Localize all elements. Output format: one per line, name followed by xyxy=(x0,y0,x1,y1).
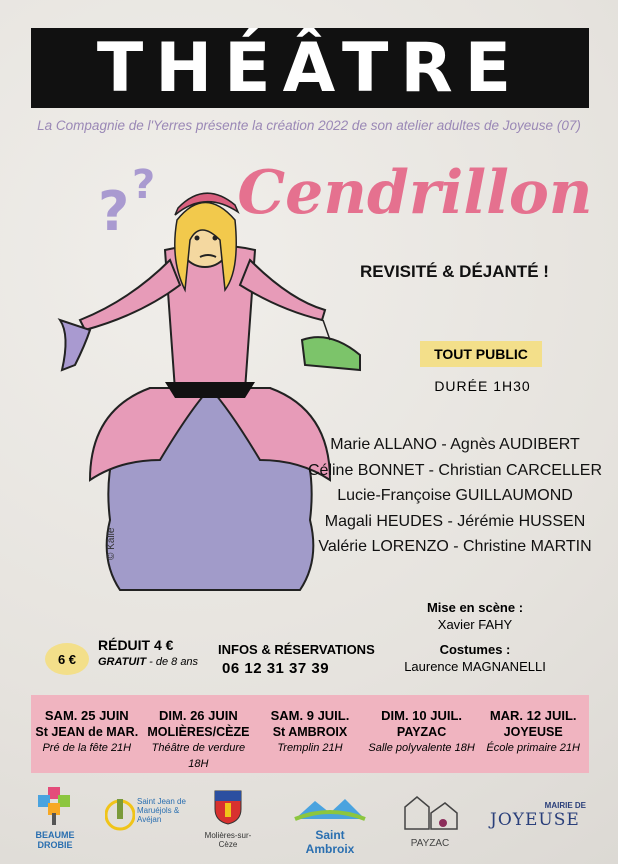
date-day: SAM. 25 JUIN xyxy=(44,708,129,723)
church-icon xyxy=(105,793,135,833)
date-item xyxy=(367,708,477,756)
tree-icon xyxy=(30,785,80,825)
free-entry-note xyxy=(98,656,198,668)
page-title: THÉÂTRE xyxy=(31,28,589,108)
date-day: DIM. 10 JUIL. xyxy=(381,708,463,723)
info-label: INFOS & RÉSERVATIONS xyxy=(218,642,375,657)
date-place: MOLIÈRES/CÈZE xyxy=(147,725,250,739)
costumes-name: Laurence MAGNANELLI xyxy=(404,659,546,674)
question-mark-icon: ? xyxy=(98,180,130,243)
date-place: JOYEUSE xyxy=(503,725,563,739)
reduced-price: RÉDUIT 4 € xyxy=(98,637,174,653)
date-place: St JEAN de MAR. xyxy=(35,725,139,739)
partner-logos xyxy=(20,785,598,855)
beaume-drobie-name: BEAUME DROBIE xyxy=(35,830,75,850)
saint-ambroix-logo xyxy=(290,795,370,856)
free-condition: - de 8 ans xyxy=(146,656,199,668)
molieres-logo xyxy=(198,789,258,849)
cast-line: Valérie LORENZO - Christine MARTIN xyxy=(318,538,592,555)
date-item xyxy=(478,708,588,756)
date-venue: Salle polyvalente 18H xyxy=(368,742,475,754)
free-label: GRATUIT xyxy=(98,656,147,668)
duration: DURÉE 1H30 xyxy=(434,378,531,394)
staging-name: Xavier FAHY xyxy=(437,617,513,632)
joyeuse-top: MAIRIE DE xyxy=(544,801,586,810)
landscape-icon xyxy=(290,795,370,823)
cast-line: Marie ALLANO - Agnès AUDIBERT xyxy=(330,436,580,453)
date-item xyxy=(32,708,142,756)
date-item xyxy=(143,708,253,772)
illustration-credit: © Kalie xyxy=(106,527,117,560)
show-title: Cendrillon xyxy=(237,158,593,228)
stjean-logo xyxy=(105,793,185,843)
cast-list xyxy=(305,432,605,560)
costumes-label: Costumes : xyxy=(439,642,511,657)
date-day: SAM. 9 JUIL. xyxy=(270,708,350,723)
beaume-drobie-logo xyxy=(30,785,80,851)
subtitle: La Compagnie de l'Yerres présente la création 2022 de son atelier adultes de Joyeuse (07) xyxy=(37,118,581,133)
show-tagline: REVISITÉ & DÉJANTÉ ! xyxy=(360,262,549,281)
joyeuse-logo xyxy=(490,801,590,841)
cast-line: Céline BONNET - Christian CARCELLER xyxy=(307,461,602,479)
phone-number: 06 12 31 37 39 xyxy=(222,660,330,677)
price-badge: 6 € xyxy=(45,643,89,675)
date-place: PAYZAC xyxy=(396,725,447,739)
date-item xyxy=(255,708,365,756)
molieres-name: Molières-sur-Cèze xyxy=(204,831,252,849)
question-mark-icon: ? xyxy=(132,162,156,208)
date-venue: Pré de la fête 21H xyxy=(42,742,132,754)
coat-of-arms-icon xyxy=(213,789,243,825)
cast-line: Lucie-Françoise GUILLAUMOND xyxy=(337,487,573,504)
saint-ambroix-name: Saint Ambroix xyxy=(305,828,355,856)
joyeuse-name: JOYEUSE xyxy=(490,810,580,830)
date-day: DIM. 26 JUIN xyxy=(159,708,238,723)
date-venue: Théâtre de verdure 18H xyxy=(151,742,246,770)
payzac-name: PAYZAC xyxy=(410,838,450,849)
date-day: MAR. 12 JUIL. xyxy=(489,708,577,723)
audience-badge: TOUT PUBLIC xyxy=(420,341,542,367)
stjean-name: Saint Jean de Maruéjols & Avéjan xyxy=(137,797,186,824)
date-venue: Tremplin 21H xyxy=(277,742,343,754)
staging-label: Mise en scène : xyxy=(426,600,524,615)
cast-line: Magali HEUDES - Jérémie HUSSEN xyxy=(324,512,586,530)
date-place: St AMBROIX xyxy=(272,725,348,739)
dates-band xyxy=(31,695,589,773)
date-venue: École primaire 21H xyxy=(486,742,580,754)
village-icon xyxy=(395,789,465,833)
payzac-logo xyxy=(395,789,465,849)
